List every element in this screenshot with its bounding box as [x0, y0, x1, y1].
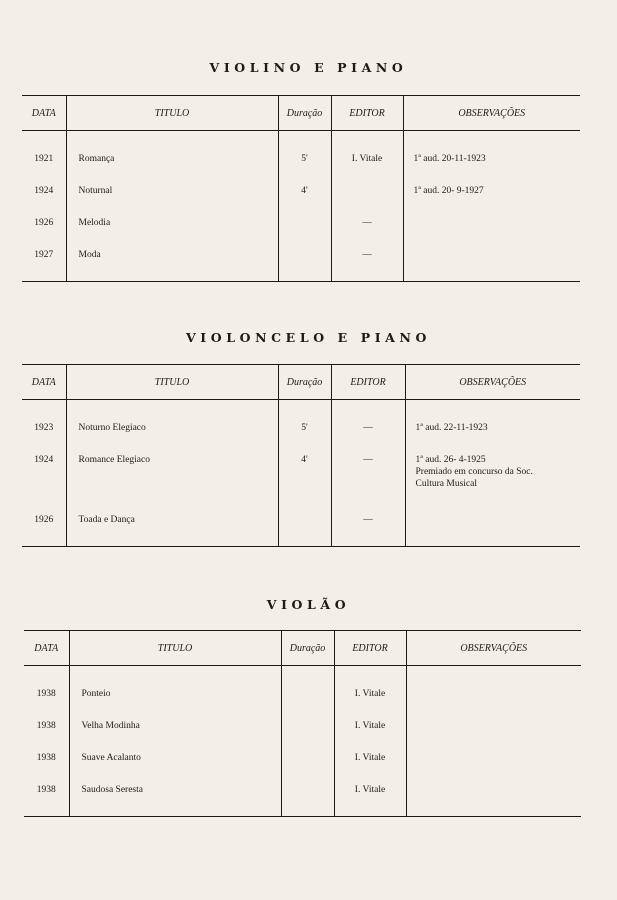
cell-titulo: Saudosa Seresta	[69, 784, 281, 817]
observacao-line: Premiado em concurso da Soc.	[415, 467, 533, 477]
table-row	[24, 688, 581, 720]
table-row	[24, 720, 581, 752]
header-data: DATA	[22, 96, 66, 131]
table-violao	[24, 630, 581, 817]
observacao-line: 1ª aud. 26- 4-1925	[415, 455, 486, 465]
spacer-cell	[331, 131, 403, 154]
cell-titulo: Noturnal	[66, 185, 278, 217]
spacer-cell	[22, 400, 66, 423]
cell-titulo: Velha Modinha	[69, 720, 281, 752]
spacer-cell	[69, 666, 281, 689]
spacer-cell	[403, 131, 580, 154]
section-title-violino-piano: VIOLINO E PIANO	[209, 60, 408, 75]
table-row	[22, 153, 580, 185]
header-observacoes: OBSERVAÇÕES	[403, 96, 580, 131]
cell-duracao	[281, 688, 334, 720]
observacao-line: 1ª aud. 20- 9-1927	[413, 186, 484, 196]
table-row	[22, 454, 580, 514]
table-spacer-row	[24, 666, 581, 689]
header-editor: EDITOR	[331, 365, 405, 400]
header-editor: EDITOR	[334, 631, 406, 666]
cell-data: 1926	[34, 218, 54, 228]
header-titulo: TITULO	[66, 365, 278, 400]
cell-duracao	[278, 217, 331, 249]
cell-editor: I. Vitale	[334, 752, 406, 784]
cell-data: 1924	[34, 186, 54, 196]
observacao-line: 1ª aud. 22-11-1923	[415, 423, 488, 433]
cell-data: 1926	[22, 514, 66, 547]
cell-titulo: Romança	[66, 153, 278, 185]
cell-editor: I. Vitale	[334, 688, 406, 720]
spacer-cell	[331, 400, 405, 423]
cell-titulo: Suave Acalanto	[69, 752, 281, 784]
cell-observacoes	[405, 514, 580, 547]
cell-titulo: Ponteio	[69, 688, 281, 720]
cell-duracao	[281, 720, 334, 752]
header-duracao: Duração	[281, 631, 334, 666]
cell-titulo: Melodia	[66, 217, 278, 249]
cell-editor: I. Vitale	[331, 153, 403, 185]
header-duracao: Duração	[278, 96, 331, 131]
cell-duracao	[281, 784, 334, 817]
header-observacoes: OBSERVAÇÕES	[405, 365, 580, 400]
table-row	[24, 752, 581, 784]
observacao-line: Cultura Musical	[415, 479, 477, 489]
cell-data: 1927	[22, 249, 66, 282]
cell-observacoes	[403, 217, 580, 249]
cell-observacoes	[403, 185, 580, 217]
table-header-row	[24, 631, 581, 666]
table-violino-piano	[22, 95, 580, 282]
cell-data: 1921	[34, 154, 54, 164]
cell-observacoes	[403, 153, 580, 185]
spacer-cell	[24, 666, 69, 689]
header-observacoes: OBSERVAÇÕES	[406, 631, 581, 666]
spacer-cell	[281, 666, 334, 689]
header-data: DATA	[24, 631, 69, 666]
cell-data: 1923	[34, 423, 54, 433]
cell-observacoes	[406, 752, 581, 784]
cell-data: 1938	[24, 784, 69, 817]
cell-duracao: 4'	[278, 185, 331, 217]
cell-duracao: 5'	[278, 153, 331, 185]
cell-observacoes	[405, 454, 580, 514]
cell-editor: —	[331, 422, 405, 454]
header-duracao: Duração	[278, 365, 331, 400]
cell-observacoes	[406, 784, 581, 817]
spacer-cell	[278, 131, 331, 154]
cell-observacoes	[405, 422, 580, 454]
section-title-violao: VIOLÃO	[266, 597, 351, 612]
observacao-line: 1ª aud. 20-11-1923	[413, 154, 486, 164]
table-spacer-row	[22, 131, 580, 154]
cell-editor: I. Vitale	[334, 784, 406, 817]
table-violoncelo-piano	[22, 364, 580, 547]
cell-editor	[331, 185, 403, 217]
cell-observacoes	[403, 249, 580, 282]
spacer-cell	[22, 131, 66, 154]
cell-editor: —	[331, 249, 403, 282]
table-row	[22, 422, 580, 454]
table-row	[22, 249, 580, 282]
cell-editor: I. Vitale	[334, 720, 406, 752]
cell-duracao	[281, 752, 334, 784]
cell-duracao: 4'	[278, 454, 331, 514]
header-titulo: TITULO	[69, 631, 281, 666]
spacer-cell	[406, 666, 581, 689]
table-row	[22, 185, 580, 217]
spacer-cell	[405, 400, 580, 423]
cell-duracao	[278, 514, 331, 547]
cell-duracao	[278, 249, 331, 282]
table-header-row	[22, 96, 580, 131]
table-row	[22, 514, 580, 547]
cell-data: 1938	[36, 753, 56, 763]
cell-titulo: Romance Elegiaco	[66, 454, 278, 514]
spacer-cell	[66, 131, 278, 154]
table-row	[24, 784, 581, 817]
spacer-cell	[334, 666, 406, 689]
header-data: DATA	[22, 365, 66, 400]
cell-titulo: Noturno Elegiaco	[66, 422, 278, 454]
cell-editor: —	[331, 217, 403, 249]
cell-observacoes	[406, 688, 581, 720]
cell-data: 1924	[34, 455, 54, 465]
table-row	[22, 217, 580, 249]
spacer-cell	[66, 400, 278, 423]
section-title-violoncelo-piano: VIOLONCELO E PIANO	[186, 330, 431, 345]
cell-editor: —	[331, 514, 405, 547]
cell-titulo: Moda	[66, 249, 278, 282]
cell-titulo: Toada e Dança	[66, 514, 278, 547]
table-spacer-row	[22, 400, 580, 423]
cell-observacoes	[406, 720, 581, 752]
cell-data: 1938	[36, 721, 56, 731]
cell-data: 1938	[36, 689, 56, 699]
header-titulo: TITULO	[66, 96, 278, 131]
cell-duracao: 5'	[278, 422, 331, 454]
spacer-cell	[278, 400, 331, 423]
cell-editor: —	[331, 454, 405, 514]
table-header-row	[22, 365, 580, 400]
header-editor: EDITOR	[331, 96, 403, 131]
